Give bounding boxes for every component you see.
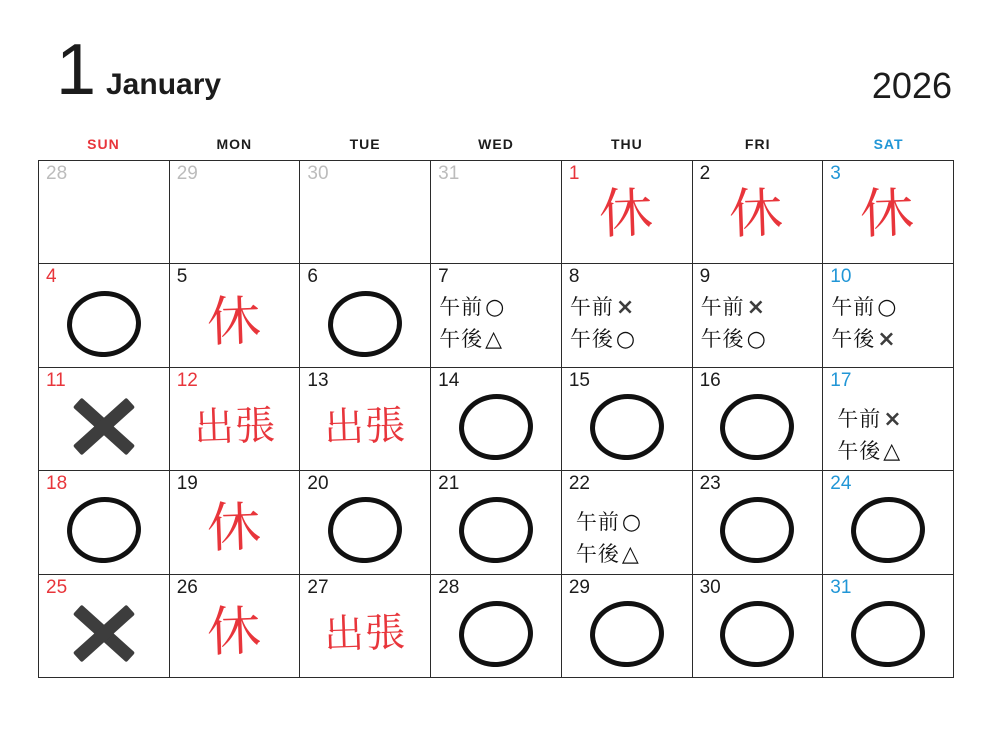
calendar-day-cell[interactable] xyxy=(300,368,431,471)
weekday-label-tue: TUE xyxy=(349,136,381,152)
circle-mark xyxy=(456,494,535,566)
calendar-day-cell[interactable] xyxy=(170,161,301,264)
calendar-day-cell[interactable] xyxy=(300,161,431,264)
am-note-line xyxy=(837,404,947,436)
day-number: 30 xyxy=(307,163,329,184)
calendar-day-cell[interactable] xyxy=(562,161,693,264)
day-number: 20 xyxy=(307,473,329,495)
day-number: 8 xyxy=(568,266,580,288)
circle-mark xyxy=(64,494,143,566)
day-number: 23 xyxy=(699,473,721,495)
weekday-label-mon: MON xyxy=(216,136,253,152)
pm-note-line xyxy=(570,324,686,356)
calendar-day-cell[interactable] xyxy=(170,264,301,367)
cross-mark xyxy=(73,396,135,458)
circle-mark xyxy=(64,287,143,359)
rest-kanji-mark: 休 xyxy=(205,288,264,354)
pm-note-line xyxy=(439,324,555,356)
calendar-day-cell[interactable] xyxy=(562,471,693,574)
pm-note-line xyxy=(831,324,947,356)
weekday-label-sat: SAT xyxy=(873,136,904,152)
day-number: 31 xyxy=(830,576,852,598)
pm-label: 午後 xyxy=(700,327,745,352)
pm-note-line xyxy=(576,539,686,571)
calendar-day-cell[interactable] xyxy=(39,161,170,264)
rest-kanji-mark: 休 xyxy=(205,495,264,561)
rest-kanji-mark: 休 xyxy=(728,181,787,247)
day-number: 10 xyxy=(830,266,852,288)
am-label: 午前 xyxy=(831,295,876,320)
calendar-day-cell[interactable] xyxy=(693,264,824,367)
day-number: 28 xyxy=(46,163,68,184)
am-pm-note xyxy=(831,292,947,356)
am-pm-note xyxy=(701,292,817,356)
calendar-day-cell[interactable] xyxy=(170,575,301,678)
mark-container xyxy=(693,161,823,263)
day-number: 18 xyxy=(46,473,68,495)
day-number: 5 xyxy=(176,266,188,288)
calendar-day-cell[interactable] xyxy=(823,575,954,678)
day-number: 11 xyxy=(46,369,66,391)
mark-container xyxy=(562,161,692,263)
circle-mark xyxy=(848,598,927,670)
weekday-label-thu: THU xyxy=(610,136,643,152)
day-number: 17 xyxy=(830,369,852,391)
circle-mark xyxy=(326,287,405,359)
am-label: 午前 xyxy=(439,295,484,320)
pm-label: 午後 xyxy=(837,438,882,463)
circle-mark xyxy=(718,391,797,463)
calendar-day-cell[interactable] xyxy=(300,471,431,574)
pm-symbol: △ xyxy=(883,438,902,464)
day-number: 19 xyxy=(176,473,198,495)
pm-symbol: ○ xyxy=(615,327,637,353)
day-number: 12 xyxy=(176,369,198,391)
calendar-day-cell[interactable] xyxy=(693,368,824,471)
am-pm-note xyxy=(837,404,947,468)
pm-label: 午後 xyxy=(569,327,614,352)
calendar-day-cell[interactable] xyxy=(170,471,301,574)
day-number: 29 xyxy=(176,163,198,184)
day-number: 21 xyxy=(438,473,460,495)
circle-mark xyxy=(848,494,927,566)
pm-label: 午後 xyxy=(439,327,484,352)
calendar-day-cell[interactable] xyxy=(562,264,693,367)
business-trip-kanji-mark: 出張 xyxy=(323,402,408,452)
am-pm-note xyxy=(570,292,686,356)
circle-mark xyxy=(718,598,797,670)
business-trip-kanji-mark: 出張 xyxy=(323,609,408,659)
day-number: 27 xyxy=(307,576,329,598)
rest-kanji-mark: 休 xyxy=(205,598,264,664)
day-number: 22 xyxy=(568,473,590,495)
calendar-day-cell[interactable] xyxy=(39,471,170,574)
am-note-line xyxy=(576,507,686,539)
cross-mark xyxy=(73,603,135,665)
pm-symbol: △ xyxy=(621,542,640,568)
am-symbol: ○ xyxy=(877,295,898,321)
business-trip-kanji-mark: 出張 xyxy=(192,402,277,452)
circle-mark xyxy=(326,494,405,566)
calendar-day-cell[interactable] xyxy=(300,264,431,367)
am-label: 午前 xyxy=(700,295,745,320)
day-number: 24 xyxy=(830,473,852,495)
rest-kanji-mark: 休 xyxy=(859,181,918,247)
calendar-day-cell[interactable] xyxy=(823,264,954,367)
am-note-line xyxy=(831,292,947,324)
circle-mark xyxy=(456,598,535,670)
am-symbol: ○ xyxy=(621,510,643,536)
calendar-day-cell[interactable] xyxy=(823,471,954,574)
mark-container xyxy=(300,264,430,366)
circle-mark xyxy=(718,494,797,566)
am-symbol: × xyxy=(883,406,903,432)
calendar-day-cell[interactable] xyxy=(693,575,824,678)
circle-mark xyxy=(456,391,535,463)
am-note-line xyxy=(701,292,817,324)
calendar-day-cell[interactable] xyxy=(431,161,562,264)
day-number: 30 xyxy=(699,576,721,598)
calendar-day-cell[interactable] xyxy=(431,575,562,678)
pm-note-line xyxy=(701,324,817,356)
month-number: 1 xyxy=(56,30,96,110)
calendar-day-cell[interactable] xyxy=(562,368,693,471)
circle-mark xyxy=(587,391,666,463)
am-label: 午前 xyxy=(575,510,620,535)
day-number: 28 xyxy=(438,576,460,598)
am-symbol: ○ xyxy=(485,295,506,321)
day-number: 31 xyxy=(438,163,460,184)
weekday-label-sun: SUN xyxy=(87,136,120,152)
am-pm-note xyxy=(576,507,686,571)
month-name: January xyxy=(106,68,222,101)
mark-container xyxy=(39,264,169,366)
calendar-day-cell[interactable] xyxy=(39,264,170,367)
weekday-header-row xyxy=(38,136,954,152)
day-number: 4 xyxy=(46,266,57,288)
day-number: 13 xyxy=(307,369,329,391)
calendar-day-cell[interactable] xyxy=(823,368,954,471)
am-symbol: × xyxy=(615,295,636,321)
am-label: 午前 xyxy=(569,295,614,320)
year-label: 2026 xyxy=(871,65,952,106)
mark-container xyxy=(823,161,953,263)
day-number: 7 xyxy=(438,266,449,288)
am-pm-note xyxy=(439,292,555,356)
mark-container xyxy=(170,264,300,366)
am-note-line xyxy=(570,292,686,324)
calendar-header xyxy=(48,30,952,114)
day-number: 25 xyxy=(46,576,68,598)
calendar-day-cell[interactable] xyxy=(431,471,562,574)
rest-kanji-mark: 休 xyxy=(597,181,656,247)
calendar-day-cell[interactable] xyxy=(431,368,562,471)
pm-symbol: × xyxy=(877,327,897,353)
calendar-day-cell[interactable] xyxy=(170,368,301,471)
pm-note-line xyxy=(837,436,947,468)
day-number: 16 xyxy=(699,369,721,391)
day-number: 3 xyxy=(830,163,841,184)
day-number: 15 xyxy=(568,369,590,391)
calendar-grid xyxy=(38,160,954,678)
am-note-line xyxy=(439,292,555,324)
calendar-day-cell[interactable] xyxy=(562,575,693,678)
weekday-label-fri: FRI xyxy=(744,136,771,152)
am-symbol: × xyxy=(746,295,766,321)
pm-label: 午後 xyxy=(575,542,620,567)
circle-mark xyxy=(587,598,666,670)
day-number: 2 xyxy=(699,163,711,184)
calendar-day-cell[interactable] xyxy=(300,575,431,678)
day-number: 1 xyxy=(568,163,580,184)
day-number: 9 xyxy=(699,266,711,288)
day-number: 26 xyxy=(176,576,198,598)
pm-symbol: △ xyxy=(485,327,504,353)
calendar-day-cell[interactable] xyxy=(693,471,824,574)
calendar-day-cell[interactable] xyxy=(693,161,824,264)
calendar-day-cell[interactable] xyxy=(39,368,170,471)
day-number: 6 xyxy=(307,266,318,288)
calendar-day-cell[interactable] xyxy=(823,161,954,264)
day-number: 14 xyxy=(438,369,460,391)
weekday-label-wed: WED xyxy=(478,136,514,152)
day-number: 29 xyxy=(568,576,590,598)
calendar-day-cell[interactable] xyxy=(39,575,170,678)
pm-symbol: ○ xyxy=(746,327,767,353)
am-label: 午前 xyxy=(837,406,882,431)
calendar-day-cell[interactable] xyxy=(431,264,562,367)
pm-label: 午後 xyxy=(831,327,876,352)
